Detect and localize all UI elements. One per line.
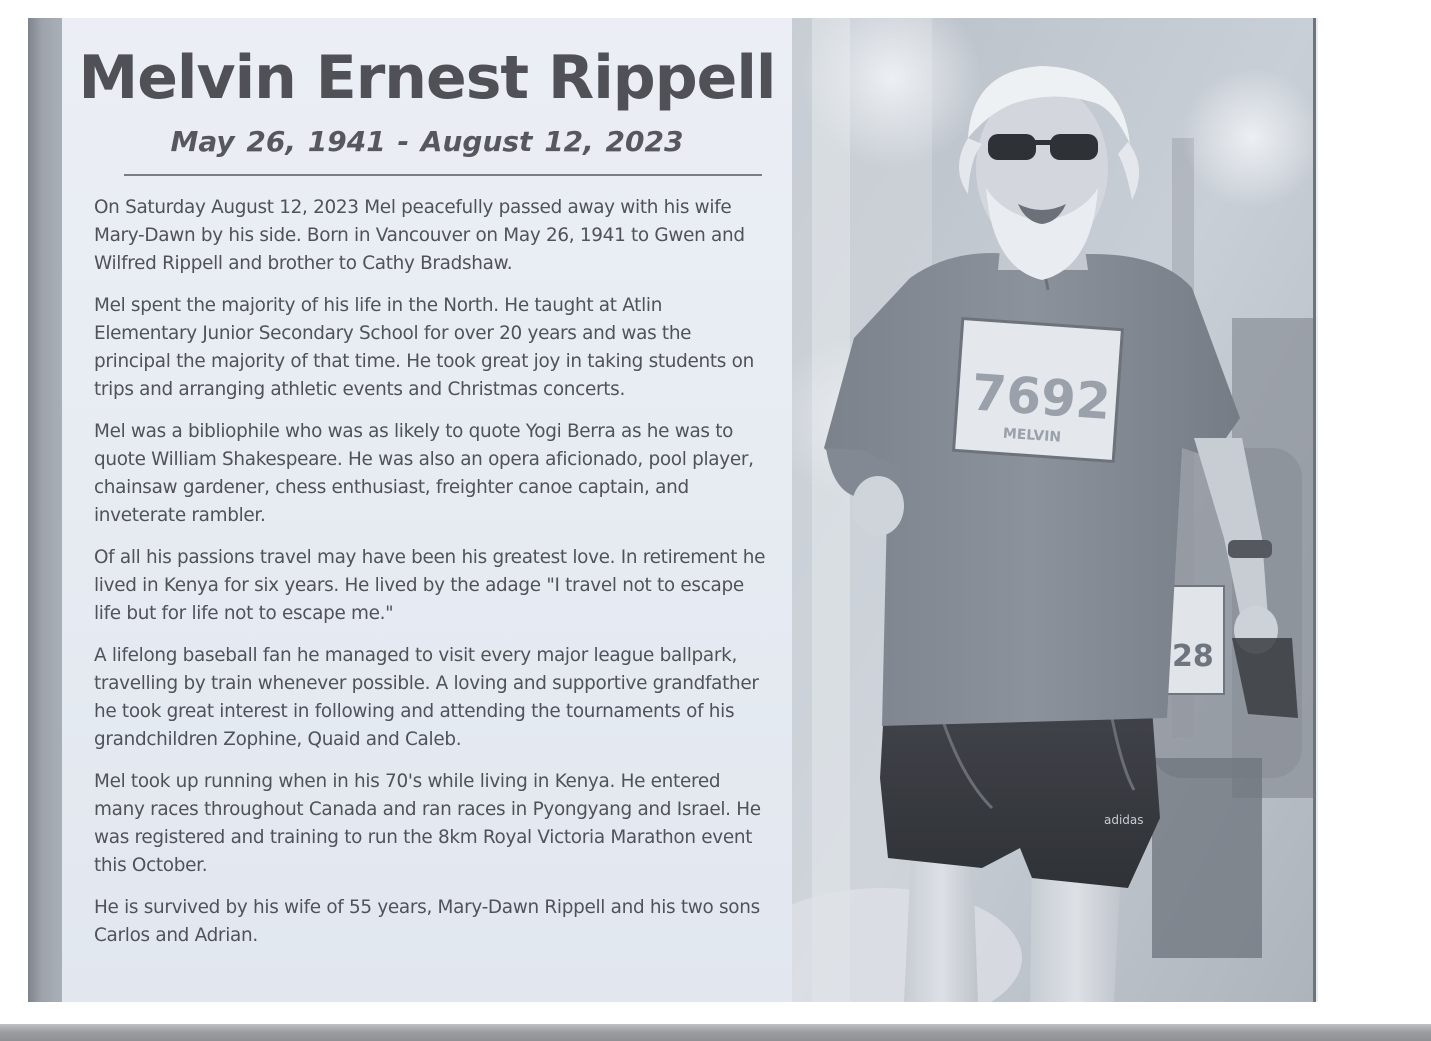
paragraph-career: Mel spent the majority of his life in the North. He taught at Atlin Elementary Junior Secondary School for over 20 years and was the principal the majority of that time. He took great joy in taking students on trips and arranging athletic events and Christmas concerts. bbox=[94, 295, 754, 400]
bib-number: 7692 bbox=[969, 363, 1113, 432]
bib-name: MELVIN bbox=[1002, 425, 1062, 446]
paragraph-passing: On Saturday August 12, 2023 Mel peacefully passed away with his wife Mary-Dawn by his side. Born in Vancouver on May 26, 1941 to Gwen and Wilfred Rippell and brother to Cathy Bradshaw. bbox=[94, 197, 745, 274]
scan-bottom-edge bbox=[0, 1024, 1431, 1041]
paragraph-baseball: A lifelong baseball fan he managed to visit every major league ballpark, travelling by train whenever possible. A loving and supportive grandfather he took great interest in following and attending the tournaments of his grandchildren Zophine, Quaid and Caleb. bbox=[94, 645, 759, 750]
background-bib-number: 28 bbox=[1172, 639, 1214, 674]
paragraph-running: Mel took up running when in his 70's while living in Kenya. He entered many races throughout Canada and ran races in Pyongyang and Israel. He was registered and training to run the 8km Royal Victoria Marathon event this October. bbox=[94, 771, 761, 876]
race-bib bbox=[954, 319, 1123, 462]
left-margin-bar bbox=[28, 18, 62, 1002]
paragraph-interests: Mel was a bibliophile who was as likely to quote Yogi Berra as he was to quote William Shakespeare. He was also an opera aficionado, pool player, chainsaw gardener, chess enthusiast, freighter canoe captain, and inveterate rambler. bbox=[94, 421, 754, 526]
paragraph-survived: He is survived by his wife of 55 years, Mary-Dawn Rippell and his two sons Carlos and Adrian. bbox=[94, 897, 760, 946]
obituary-name: Melvin Ernest Rippell bbox=[78, 43, 776, 113]
obituary-body bbox=[94, 194, 766, 964]
photo-right-edge bbox=[1313, 18, 1316, 1002]
title-divider bbox=[124, 174, 762, 176]
obituary-dates: May 26, 1941 - August 12, 2023 bbox=[170, 125, 684, 158]
paragraph-travel: Of all his passions travel may have been his greatest love. In retirement he lived in Kenya for six years. He lived by the adage "I travel not to escape life but for life not to escape me." bbox=[94, 547, 766, 624]
runner-photo bbox=[792, 18, 1314, 1002]
svg-text:adidas: adidas bbox=[1104, 813, 1144, 827]
